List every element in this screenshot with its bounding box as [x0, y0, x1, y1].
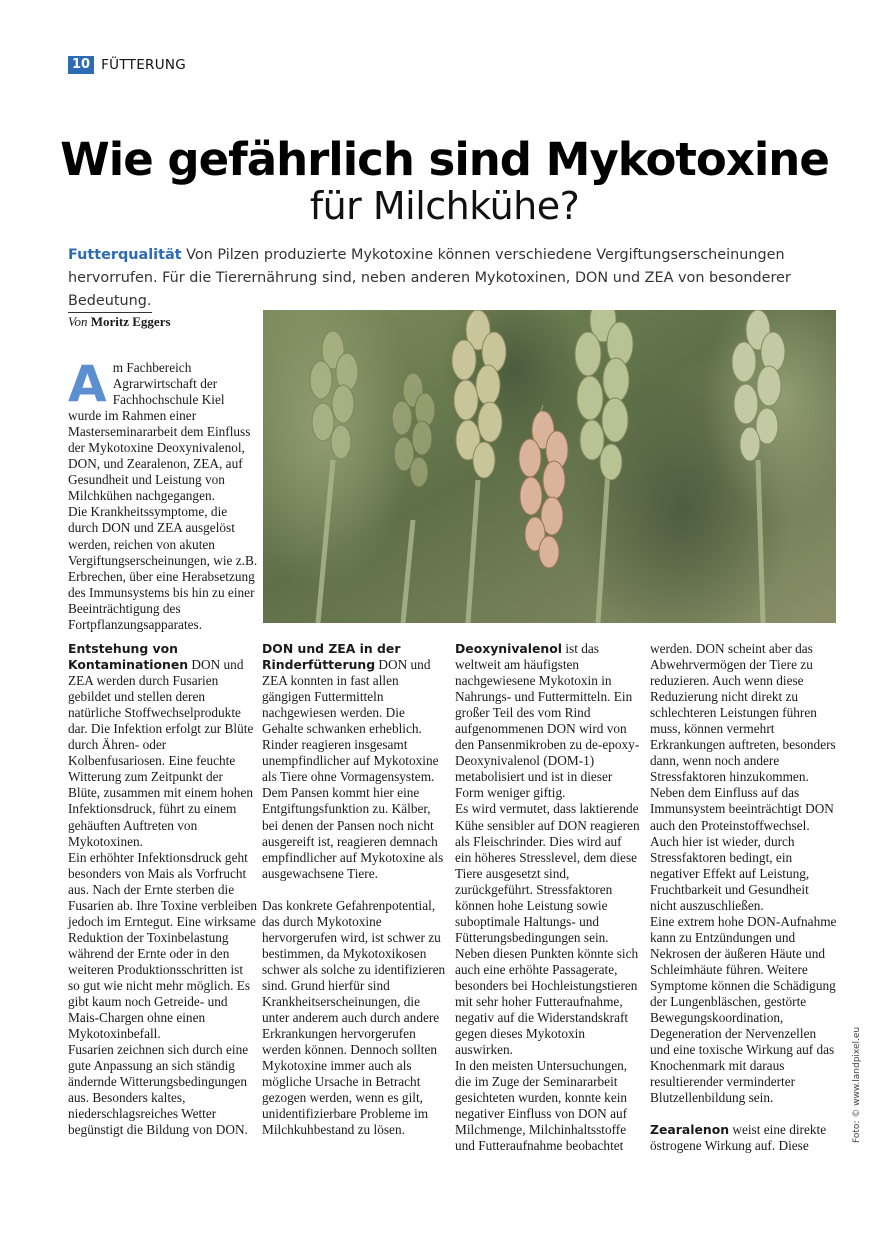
body-column-3 [455, 641, 641, 1155]
paragraph-gap [262, 882, 448, 898]
column-1-paragraph-2: Ein erhöhter Infektionsdruck geht besonders von Mais als Vorfrucht aus. Nach der Ernte sterben die Fusarien ab. Ihre Toxine verbleiben jedoch im Erntegut. Eine wirksame Reduktion der Toxinbelastung während der Ernte oder in den weiteren Produktionsschritten ist so gut wie nicht mehr möglich. Es gibt kaum noch Getreide- und Mais-Chargen ohne einen Mykotoxinbefall. [68, 849, 257, 1042]
wheat-ears-image [263, 310, 836, 623]
column-2-text-1: DON und ZEA konnten in fast allen gängigen Futtermitteln nachgewiesen werden. Die Gehalte schwanken erheblich. [262, 657, 431, 737]
subheading-don-zea: DON und ZEA in der Rinderfütterung [262, 641, 401, 673]
column-1-paragraph-3: Fusarien zeichnen sich durch eine gute Anpassung an sich ständig ändernde Witterungsbedingungen aus. Besonders kaltes, niederschlagsreiches Wetter begünstigt die Bildung von DON. [68, 1042, 249, 1138]
byline [68, 314, 171, 330]
column-3-paragraph-2: Es wird vermutet, dass laktierende Kühe sensibler auf DON reagieren als Fleischrinder. Dies wird auf ein höheres Stresslevel, dem diese Tiere ausgesetzt sind, zurückgeführt. Stressfaktoren können hohe Leistung sowie suboptimale Haltungs- und Fütterungsbedingungen sein. Neben diesen Punkten könnte sich auch eine erhöhte Passagerate, besonders bei Hochleistungstieren mit sehr hoher Futteraufnahme, negativ auf die Widerstandskraft gegen dieses Mykotoxin auswirken. [455, 801, 640, 1058]
headline-line-2: für Milchkühe? [309, 184, 580, 228]
intro-paragraph-2: Die Krankheitssymptome, die durch DON und ZEA ausgelöst werden, reichen von akuten Vergiftungserscheinungen, wie z.B. Erbrechen, über eine Herabsetzung des Immunsystems bis hin zu einer Beeinträchtigung des Fortpflanzungsapparates. [68, 504, 258, 632]
intro-paragraph-1: m Fachbereich Agrarwirtschaft der Fachhochschule Kiel wurde im Rahmen einer Masterseminararbeit dem Einfluss der Mykotoxine Deoxynivalenol, DON, und Zearalenon, ZEA, auf Gesundheit und Leistung von Milchkühen nachgegangen. [68, 360, 251, 504]
lead-text: Von Pilzen produzierte Mykotoxine können verschiedene Vergiftungserscheinungen hervorrufen. Für die Tierernährung sind, neben anderen Mykotoxinen, DON und ZEA von besonderer Bedeutung. [68, 247, 791, 309]
body-column-2 [262, 641, 448, 1138]
headline-line-1: Wie gefährlich sind Mykotoxine [60, 133, 829, 186]
column-4-paragraph-1: werden. DON scheint aber das Abwehrvermögen der Tiere zu reduzieren. Auch wenn diese Reduzierung nicht direkt zu schlechteren Leistungen führen muss, können vermehrt Erkrankungen auftreten, besonders dann, wenn noch andere Stressfaktoren hinzukommen. [650, 641, 836, 785]
column-3-paragraph-1 [455, 641, 641, 801]
column-1-text-1: DON und ZEA werden durch Fusarien gebildet und stellen deren natürliche Stoffwechselprodukte dar. Die Infektion erfolgt zur Blüte durch Ähren- oder Kolbenfusariosen. Eine feuchte Witterung zum Zeitpunkt der Blüte, zusammen mit einem hohen Infektionsdruck, führt zu einem gehäuften Auftreten von Mykotoxinen. [68, 657, 254, 849]
column-2-paragraph-3: Das konkrete Gefahrenpotential, das durch Mykotoxine hervorgerufen wird, ist schwer zu bestimmen, da Mykotoxikosen schwer als solche zu identifizieren sind. Grund hierfür sind Krankheitserscheinungen, die unter anderem auch durch andere Erkrankungen hervorgerufen werden können. Dennoch sollten Mykotoxine immer auch als mögliche Ursache in Betracht gezogen werden, wenn es gilt, unidentifizierbare Probleme im Milchkuhbestand zu lösen. [262, 897, 446, 1138]
subheading-entstehung: Entstehung von Kontaminationen [68, 641, 189, 673]
lead-keyword: Futterqualität [68, 247, 182, 263]
column-4-paragraph-2: Neben dem Einfluss auf das Immunsystem beeinträchtigt DON auch den Proteinstoffwechsel. Auch hier ist wieder, durch Stressfaktoren bedingt, ein negativer Effekt auf Leistung, Fruchtbarkeit und Gesundheit nicht auszuschließen. [650, 785, 834, 913]
page-number: 10 [68, 56, 94, 74]
section-label: FÜTTERUNG [101, 57, 187, 73]
body-column-4 [650, 641, 838, 1154]
column-3-text-1: ist das weltweit am häufigsten nachgewiesene Mykotoxin in Nahrungs- und Futtermitteln. Ein großer Teil des vom Rind aufgenommenen DON wird von den Pansenmikroben zu de-epoxy-Deoxynivalenol (DOM-1) metabolisiert und ist in dieser Form weniger giftig. [455, 641, 640, 801]
subheading-zearalenon: Zearalenon [650, 1122, 730, 1138]
subheading-deoxynivalenol: Deoxynivalenol [455, 641, 563, 656]
drop-cap: A [68, 355, 107, 413]
body-column-1 [68, 641, 258, 1138]
byline-rule [68, 312, 152, 313]
photo-credit-text: Foto: © www.landpixel.eu [852, 1026, 862, 1143]
byline-prefix: Von [68, 314, 88, 329]
column-4-paragraph-4 [650, 1122, 838, 1154]
page-header [68, 56, 186, 74]
column-4-paragraph-3: Eine extrem hohe DON-Aufnahme kann zu Entzündungen und Nekrosen der äußeren Häute und Schleimhäute führen. Weitere Symptome können die Schädigung der Lungenbläschen, gestörte Bewegungskoordination, Degeneration der Nervenzellen und eine toxische Wirkung auf das Knochenmark mit daraus resultierender verminderter Blutzellenbildung sein. [650, 913, 837, 1106]
column-1-paragraph-1 [68, 641, 258, 850]
paragraph-gap [650, 1106, 838, 1122]
column-4-text-4: weist eine direkte östrogene Wirkung auf. Diese [650, 1122, 827, 1154]
column-2-paragraph-1 [262, 641, 448, 737]
column-2-paragraph-2: Rinder reagieren insgesamt unempfindlicher auf Mykotoxine als Tiere ohne Vormagensystem. Dem Pansen kommt hier eine Entgiftungsfunktion zu. Kälber, bei denen der Pansen noch nicht ausgereift ist, reagieren demnach empfindlicher auf Mykotoxine als ausgewachsene Tiere. [262, 737, 444, 881]
intro-column [68, 355, 258, 633]
byline-author: Moritz Eggers [90, 314, 171, 329]
photo-credit [852, 1026, 872, 1243]
wheat-photo [263, 310, 836, 623]
column-3-paragraph-3: In den meisten Untersuchungen, die im Zuge der Seminararbeit gesichteten wurden, konnte kein negativer Einfluss von DON auf Milchmenge, Milchinhaltsstoffe und Futteraufnahme beobachtet [455, 1058, 628, 1154]
lead-paragraph [68, 244, 838, 313]
